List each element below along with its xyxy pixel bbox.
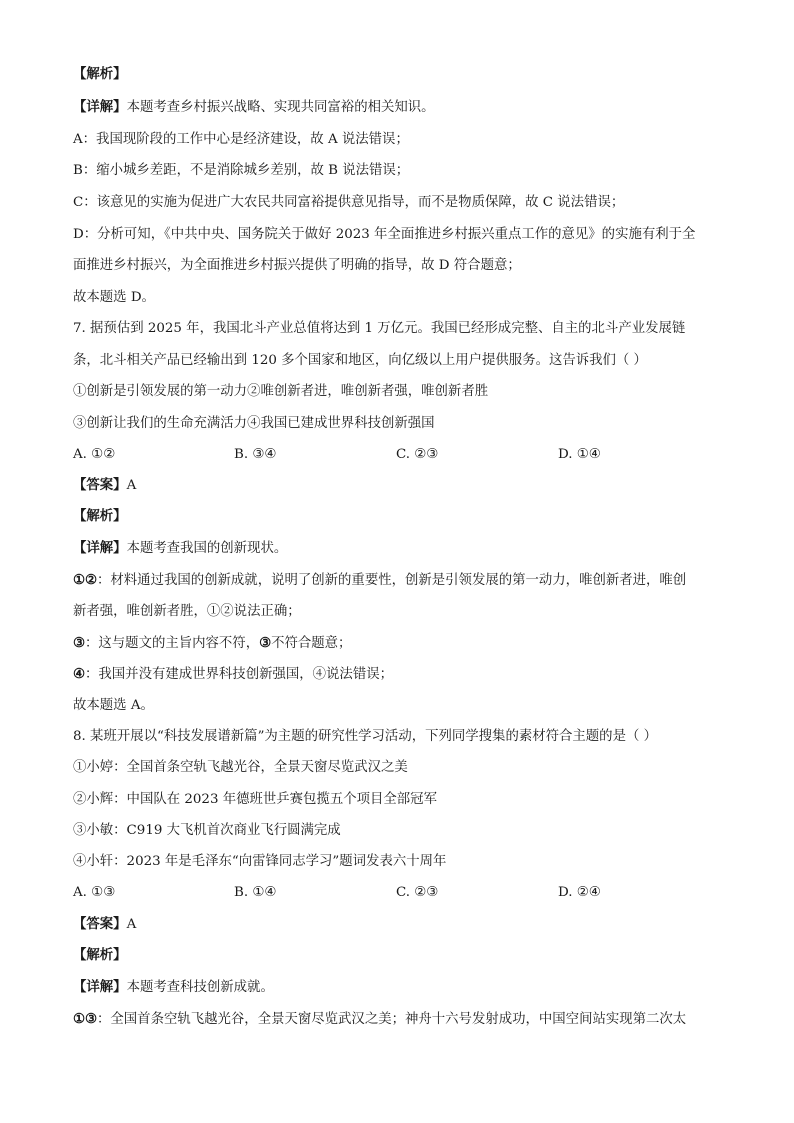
statement-marker: ③ bbox=[73, 635, 86, 651]
explanation-line bbox=[73, 1010, 734, 1029]
option-b: B. ①④ bbox=[234, 885, 277, 900]
detail-tag: 【详解】 bbox=[73, 980, 127, 995]
option-a-explanation: A：我国现阶段的工作中心是经济建设，故 A 说法错误； bbox=[73, 132, 409, 147]
statement-line: ③创新让我们的生命充满活力④我国已建成世界科技创新强国 bbox=[73, 416, 435, 431]
statement-marker: ④ bbox=[73, 666, 86, 682]
option-d: D. ①④ bbox=[558, 447, 601, 462]
explanation-text: ：我国并没有建成世界科技创新强国，④说法错误； bbox=[85, 667, 393, 682]
statement-line: ②小辉：中国队在 2023 年德班世乒赛包揽五个项目全部冠军 bbox=[73, 792, 437, 807]
detail-text: 本题考查科技创新成就。 bbox=[126, 980, 274, 995]
option-c-explanation: C：该意见的实施为促进广大农民共同富裕提供意见指导，而不是物质保障，故 C 说法错误； bbox=[73, 195, 625, 210]
explanation-text: ：全国首条空轨飞越光谷，全景天窗尽览武汉之美；神舟十六号发射成功，中国空间站实现第二次太 bbox=[97, 1012, 687, 1027]
statement-marker: ③ bbox=[259, 635, 272, 651]
option-d: D. ②④ bbox=[558, 885, 601, 900]
explanation-line-cont: 新者强，唯创新者胜，①②说法正确； bbox=[73, 604, 301, 619]
detail-text: 本题考查乡村振兴战略、实现共同富裕的相关知识。 bbox=[126, 100, 435, 115]
answer-tag: 【答案】 bbox=[73, 478, 127, 493]
explanation-line bbox=[73, 571, 734, 590]
answer-tag: 【答案】 bbox=[73, 917, 127, 932]
explanation-text: ：材料通过我国的创新成就，说明了创新的重要性，创新是引领发展的第一动力，唯创新者进，唯创 bbox=[97, 573, 687, 588]
conclusion: 故本题选 D。 bbox=[73, 290, 155, 305]
option-a: A. ①② bbox=[73, 447, 116, 462]
option-b-explanation: B：缩小城乡差距，不是消除城乡差别，故 B 说法错误； bbox=[73, 163, 410, 178]
detail-line bbox=[73, 979, 734, 997]
question-7-stem-cont: 条，北斗相关产品已经输出到 120 多个国家和地区，向亿级以上用户提供服务。这告诉我们（ ） bbox=[73, 353, 647, 368]
option-d-explanation-cont: 面推进乡村振兴，为全面推进乡村振兴提供了明确的指导，故 D 符合题意； bbox=[73, 258, 521, 273]
answer-value: A bbox=[126, 917, 137, 932]
analysis-label bbox=[73, 508, 734, 526]
statement-line: ③小敏：C919 大飞机首次商业飞行圆满完成 bbox=[73, 823, 341, 838]
analysis-tag: 【解析】 bbox=[73, 948, 127, 963]
detail-tag: 【详解】 bbox=[73, 541, 127, 556]
statement-marker: ①③ bbox=[73, 1011, 98, 1027]
conclusion: 故本题选 A。 bbox=[73, 698, 154, 713]
analysis-tag: 【解析】 bbox=[73, 67, 127, 82]
option-d-explanation: D：分析可知，《中共中央、国务院关于做好 2023 年全面推进乡村振兴重点工作的意见》的实施有利于全 bbox=[73, 227, 696, 242]
question-8-stem: 8. 某班开展以“科技发展谱新篇”为主题的研究性学习活动，下列同学搜集的素材符合主题的是（ ） bbox=[73, 729, 657, 744]
statement-line: ④小轩：2023 年是毛泽东“向雷锋同志学习”题词发表六十周年 bbox=[73, 854, 447, 869]
option-b: B. ③④ bbox=[234, 447, 277, 462]
detail-line bbox=[73, 540, 734, 558]
analysis-tag: 【解析】 bbox=[73, 509, 127, 524]
explanation-line bbox=[73, 634, 734, 653]
answer-line bbox=[73, 916, 734, 934]
explanation-text: ：这与题文的主旨内容不符， bbox=[85, 636, 260, 651]
statement-marker: ①② bbox=[73, 572, 98, 588]
answer-line bbox=[73, 477, 734, 495]
option-c: C. ②③ bbox=[396, 447, 439, 462]
question-7-stem: 7. 据预估到 2025 年，我国北斗产业总值将达到 1 万亿元。我国已经形成完整、自主的北斗产业发展链 bbox=[73, 321, 686, 336]
detail-tag: 【详解】 bbox=[73, 100, 127, 115]
detail-text: 本题考查我国的创新现状。 bbox=[126, 541, 288, 556]
explanation-text: 不符合题意； bbox=[271, 636, 352, 651]
analysis-label bbox=[73, 66, 734, 84]
explanation-line bbox=[73, 665, 734, 684]
statement-line: ①创新是引领发展的第一动力②唯创新者进，唯创新者强，唯创新者胜 bbox=[73, 384, 489, 399]
statement-line: ①小婷：全国首条空轨飞越光谷，全景天窗尽览武汉之美 bbox=[73, 760, 408, 775]
analysis-label bbox=[73, 947, 734, 965]
option-a: A. ①③ bbox=[73, 885, 116, 900]
option-c: C. ②③ bbox=[396, 885, 439, 900]
answer-value: A bbox=[126, 478, 137, 493]
detail-line bbox=[73, 99, 734, 117]
